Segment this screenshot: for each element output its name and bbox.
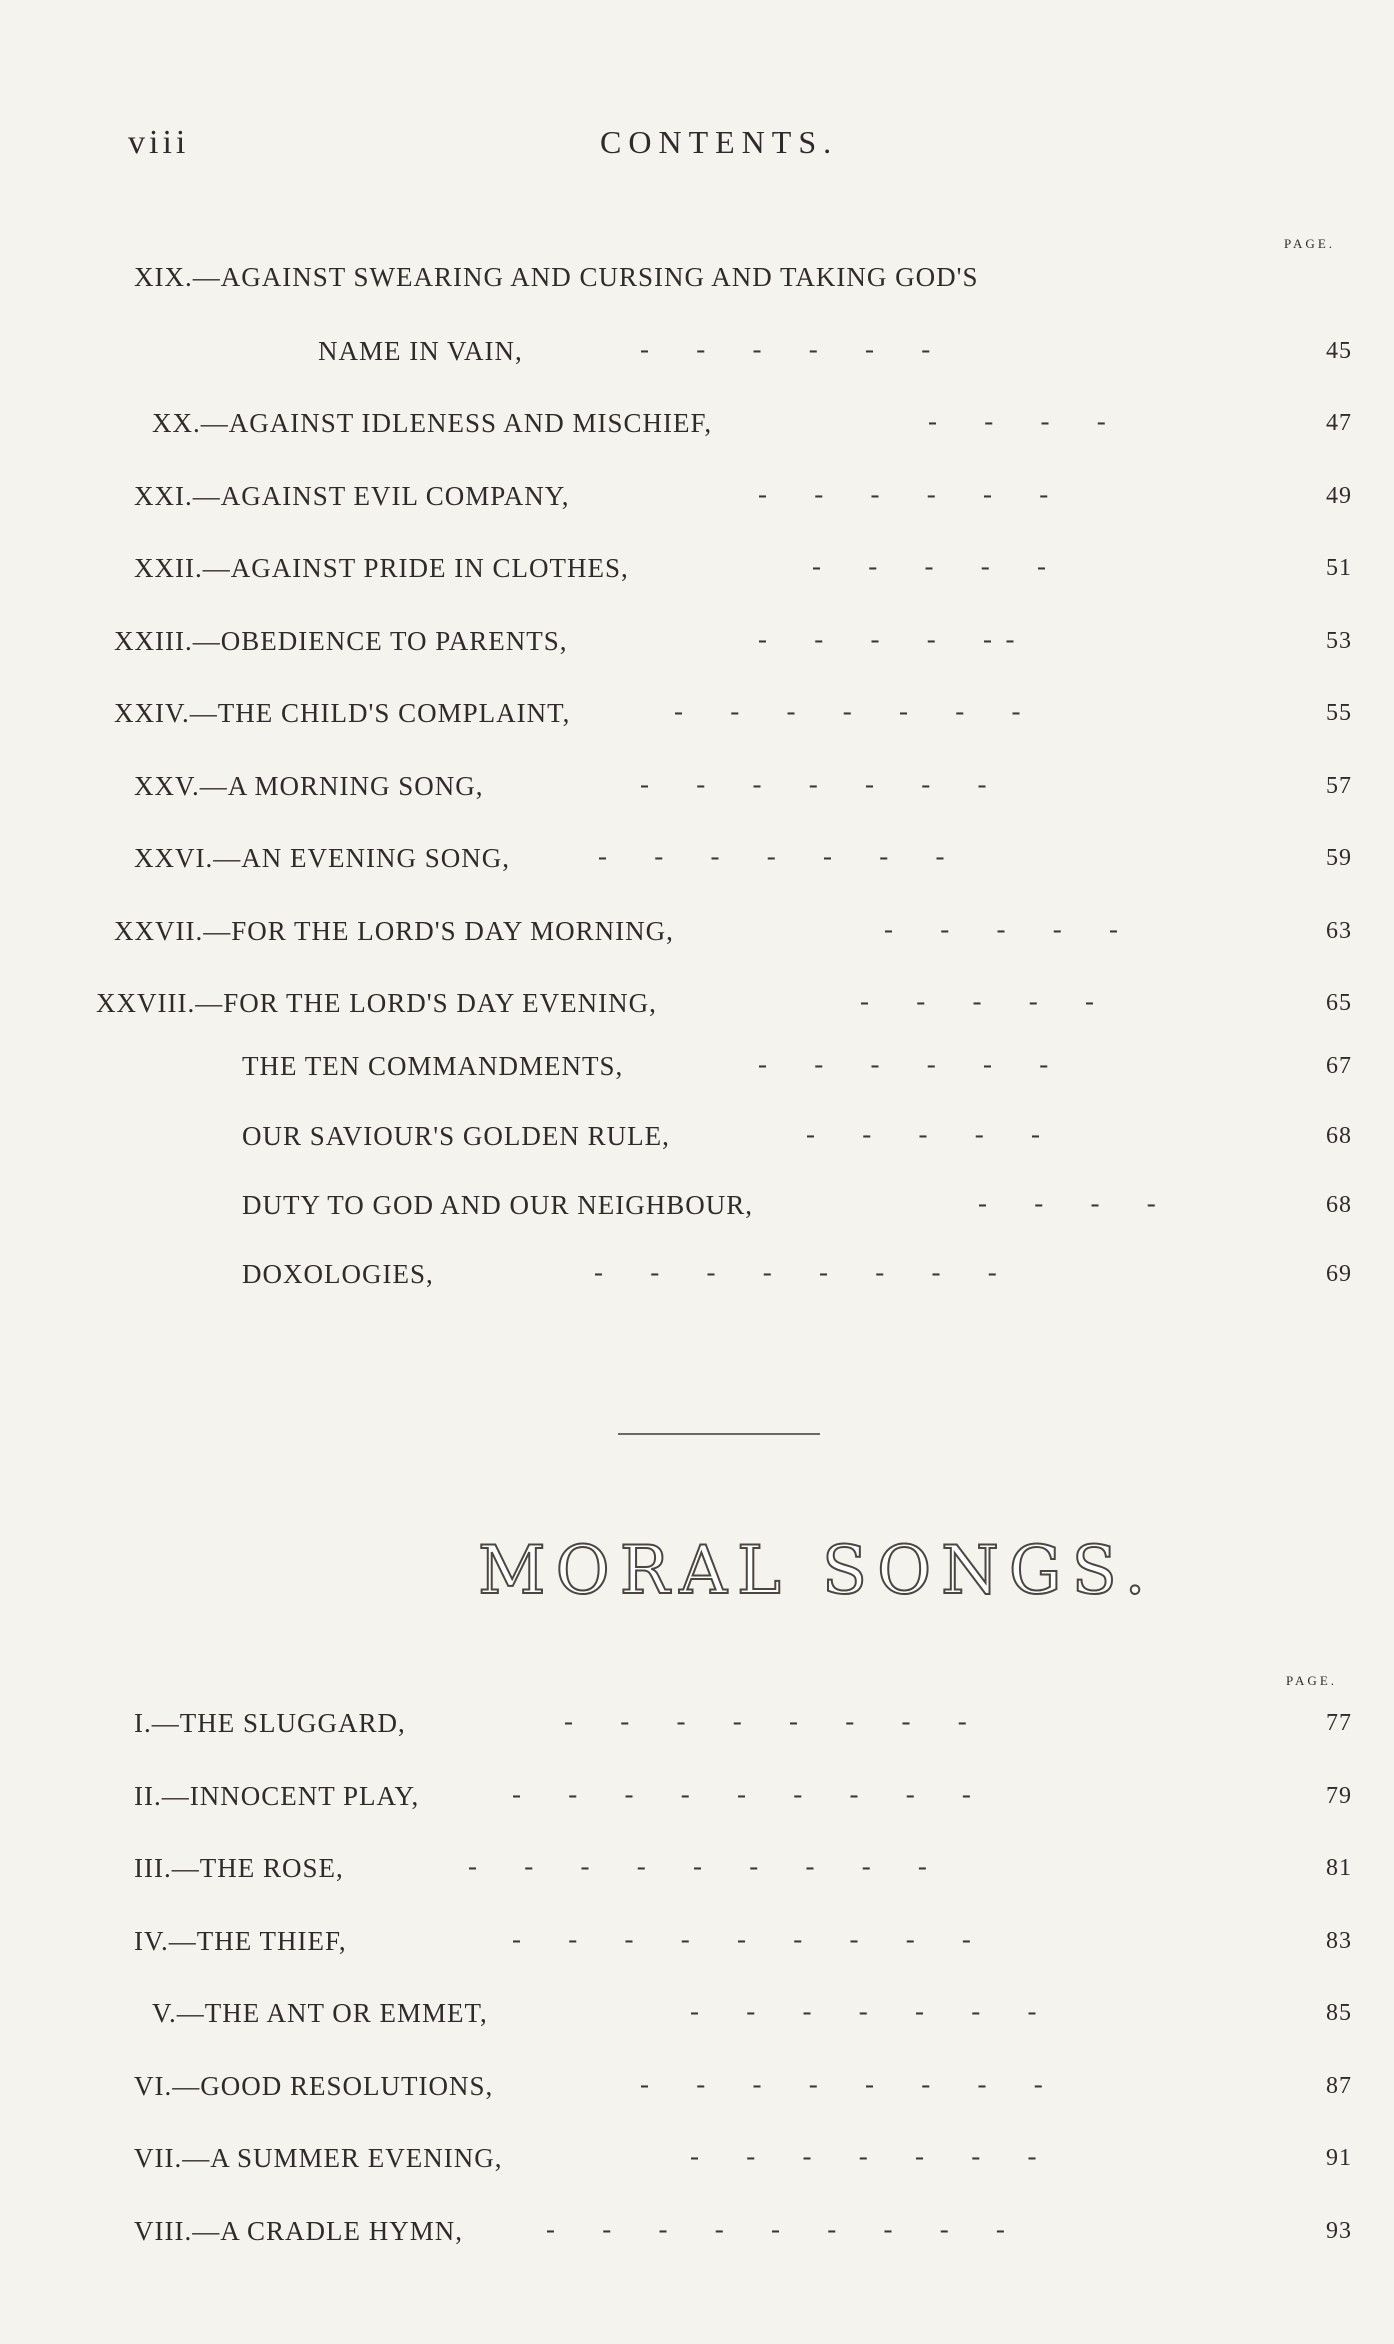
leader-dots: - - - - - - -: [598, 841, 945, 871]
contents-entry-title: DOXOLOGIES,: [242, 1259, 434, 1289]
contents-entry-title: XXII.—AGAINST PRIDE IN CLOTHES,: [134, 553, 629, 583]
leader-dots: - - - - -: [806, 1119, 1040, 1149]
contents-entry-title: XXVI.—AN EVENING SONG,: [134, 843, 510, 873]
leader-dots: - - - - - - - -: [594, 1257, 997, 1287]
leader-dots: - - - - - -: [758, 624, 1015, 654]
contents-entry-title: XX.—AGAINST IDLENESS AND MISCHIEF,: [152, 408, 713, 438]
contents-entry-page: 77: [1326, 1710, 1352, 1736]
leader-dots: - - - - - - -: [640, 769, 987, 799]
leader-dots: - - - - - - - - -: [468, 1851, 927, 1881]
contents-entry-page: 81: [1326, 1855, 1352, 1881]
contents-entry-title: XXVII.—FOR THE LORD'S DAY MORNING,: [114, 916, 674, 946]
contents-entry-page: 91: [1326, 2145, 1352, 2171]
contents-entry-title: VII.—A SUMMER EVENING,: [134, 2143, 503, 2173]
contents-entry-title: I.—THE SLUGGARD,: [134, 1708, 406, 1738]
leader-dots: - - - - - - - -: [640, 2069, 1043, 2099]
leader-dots: - - - - - -: [640, 334, 931, 364]
running-title: CONTENTS.: [600, 124, 839, 160]
leader-dots: - - - - - - - - -: [512, 1779, 971, 1809]
contents-entry-title: XXIV.—THE CHILD'S COMPLAINT,: [114, 698, 571, 728]
contents-entry-page: 83: [1326, 1928, 1352, 1954]
contents-entry-page: 53: [1326, 628, 1352, 654]
contents-entry-page: 45: [1326, 338, 1352, 364]
leader-dots: - - - - -: [884, 914, 1118, 944]
contents-entry-title: IV.—THE THIEF,: [134, 1926, 347, 1956]
contents-entry-title: VI.—GOOD RESOLUTIONS,: [134, 2071, 494, 2101]
contents-entry-page: 69: [1326, 1261, 1352, 1287]
contents-entry-page: 93: [1326, 2218, 1352, 2244]
leader-dots: - - - -: [978, 1188, 1156, 1218]
contents-entry-title: XXI.—AGAINST EVIL COMPANY,: [134, 481, 570, 511]
contents-entry-title: THE TEN COMMANDMENTS,: [242, 1051, 624, 1081]
section-title: MORAL SONGS.: [478, 1532, 1156, 1609]
contents-entry-title-continued: NAME IN VAIN,: [318, 336, 523, 366]
page-column-label: PAGE.: [1284, 236, 1336, 251]
contents-entry-page: 68: [1326, 1192, 1352, 1218]
contents-entry-page: 67: [1326, 1053, 1352, 1079]
contents-entry-title: XXVIII.—FOR THE LORD'S DAY EVENING,: [96, 988, 657, 1018]
page-number: viii: [128, 124, 190, 161]
contents-entry-title: OUR SAVIOUR'S GOLDEN RULE,: [242, 1121, 670, 1151]
contents-entry-title: XXV.—A MORNING SONG,: [134, 771, 484, 801]
contents-entry-page: 63: [1326, 918, 1352, 944]
contents-entry-page: 87: [1326, 2073, 1352, 2099]
contents-entry-page: 85: [1326, 2000, 1352, 2026]
leader-dots: - - - - - - - - -: [512, 1924, 971, 1954]
leader-dots: - - - - - - -: [690, 1996, 1037, 2026]
leader-dots: - - - -: [928, 406, 1106, 436]
leader-dots: - - - - - -: [758, 1049, 1049, 1079]
leader-dots: - - - - -: [860, 986, 1094, 1016]
leader-dots: - - - - - - -: [674, 696, 1021, 726]
contents-entry-page: 47: [1326, 410, 1352, 436]
contents-entry-page: 57: [1326, 773, 1352, 799]
contents-entry-page: 65: [1326, 990, 1352, 1016]
contents-entry-title: II.—INNOCENT PLAY,: [134, 1781, 420, 1811]
contents-entry-page: 55: [1326, 700, 1352, 726]
leader-dots: - - - - - - -: [690, 2141, 1037, 2171]
leader-dots: - - - - -: [812, 551, 1046, 581]
section-divider: [618, 1433, 820, 1435]
leader-dots: - - - - - -: [758, 479, 1049, 509]
page-column-label: PAGE.: [1286, 1673, 1338, 1688]
contents-entry-title: XIX.—AGAINST SWEARING AND CURSING AND TAKING GOD'S: [134, 262, 979, 292]
contents-entry-page: 59: [1326, 845, 1352, 871]
contents-entry-title: VIII.—A CRADLE HYMN,: [134, 2216, 463, 2246]
contents-entry-page: 79: [1326, 1783, 1352, 1809]
contents-entry-title: V.—THE ANT OR EMMET,: [152, 1998, 488, 2028]
leader-dots: - - - - - - - -: [564, 1706, 967, 1736]
contents-entry-title: III.—THE ROSE,: [134, 1853, 344, 1883]
leader-dots: - - - - - - - - -: [546, 2214, 1005, 2244]
contents-entry-page: 68: [1326, 1123, 1352, 1149]
contents-entry-title: XXIII.—OBEDIENCE TO PARENTS,: [114, 626, 568, 656]
contents-entry-page: 49: [1326, 483, 1352, 509]
contents-entry-title: DUTY TO GOD AND OUR NEIGHBOUR,: [242, 1190, 754, 1220]
contents-entry-page: 51: [1326, 555, 1352, 581]
